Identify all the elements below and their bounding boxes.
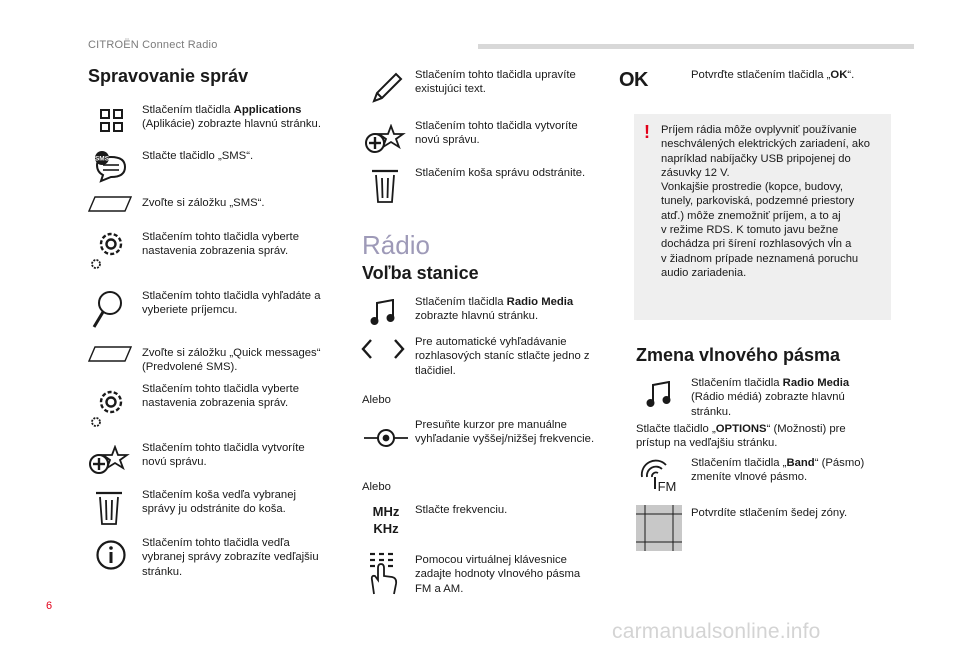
fm-label: FM [657,479,677,494]
keypad-icon [366,550,402,596]
ok-item-text: Potvrďte stlačením tlačidla „OK“. [691,69,855,81]
msg-item-info: Stlačením tohto tlačidla vedľa vybranej správy zobrazíte vedľajšiu stránku. [142,537,319,578]
frequency-icon [370,503,402,537]
add-favourite-icon [88,445,130,475]
trash-icon [95,490,123,526]
section-title-band: Zmena vlnového pásma [636,345,841,365]
info-icon [95,539,127,571]
search-icon [91,289,127,331]
music-note-icon [646,381,672,409]
band-item-band: Stlačením tlačidla „Band“ (Pásmo) zmeníte vlnové pásmo. [691,457,865,484]
section-title-messages: Spravovanie správ [88,66,249,86]
settings-gear-icon [89,384,129,428]
settings-gear-icon [89,226,129,270]
msg-item-new: Stlačením tohto tlačidla vytvoríte novú správu. [142,442,305,469]
radio-item-keypad: Pomocou virtuálnej klávesnice zadajte hodnoty vlnového pásma FM a AM. [415,554,581,595]
subsection-title-station: Voľba stanice [362,263,479,283]
warning-mark-icon: ! [644,122,650,142]
tab-icon [88,196,132,212]
ok-icon: OK [619,69,648,91]
radio-item-manual: Presuňte kurzor pre manuálne vyhľadanie vyššej/nižšej frekvencie. [415,419,595,446]
fm-band-icon [636,455,682,495]
header-divider [478,44,914,49]
add-favourite-icon [364,124,406,154]
frequency-label-mhz: MHz [372,504,400,519]
or-label-2: Alebo [362,481,391,493]
page-number: 6 [46,600,53,612]
msg-item-edit: Stlačením tohto tlačidla upravíte existujúci text. [415,69,576,96]
chevrons-icon [361,338,405,360]
sms-badge: SMS [94,155,110,163]
msg-item-sms-tab: Zvoľte si záložku „SMS“. [142,197,265,209]
grey-zone-icon [636,505,682,551]
warning-note-text: Príjem rádia môže ovplyvniť používanie neschválených elektrických zariadení, ako napríklad nabíjačky USB pripojenej do zásuvky 12 V. Vonkajšie prostredie (kopce, budovy, tunely, parkoviská, podzemné priestory atď.) môže znemožniť príjem, a to aj v režime RDS. K tomuto javu bežne dochádza pri šírení rozhlasových vĺn a v žiadnom prípade neznamená poruchu audio zariadenia. [661,124,870,279]
section-title-radio: Rádio [362,230,430,260]
radio-item-frequency: Stlačte frekvenciu. [415,504,508,516]
trash-icon [371,168,399,204]
music-note-icon [370,299,396,327]
running-header: CITROËN Connect Radio [88,39,218,51]
msg-item-settings-2: Stlačením tohto tlačidla vyberte nastavenia zobrazenia správ. [142,383,299,410]
radio-item-autoscan: Pre automatické vyhľadávanie rozhlasových staníc stlačte jedno z tlačidiel. [415,336,590,377]
sms-icon [89,151,131,185]
slider-cursor-icon [364,425,408,451]
or-label-1: Alebo [362,394,391,406]
watermark: carmanualsonline.info [612,620,821,643]
tab-icon [88,346,132,362]
radio-item-media: Stlačením tlačidla Radio Media zobrazte hlavnú stránku. [415,296,574,323]
msg-item-quick-tab: Zvoľte si záložku „Quick messages“ (Predvolené SMS). [142,347,321,374]
band-item-media: Stlačením tlačidla Radio Media (Rádio médiá) zobrazte hlavnú stránku. [691,377,850,418]
msg-item-search: Stlačením tohto tlačidla vyhľadáte a vyberiete príjemcu. [142,290,321,317]
band-item-options: Stlačte tlačidlo „OPTIONS“ (Možnosti) pre prístup na vedľajšiu stránku. [636,423,846,450]
frequency-label-khz: KHz [373,521,399,536]
msg-item-applications: Stlačením tlačidla Applications (Aplikácie) zobrazte hlavnú stránku. [142,104,321,131]
msg-item-trash-2: Stlačením koša správu odstránite. [415,167,586,179]
msg-item-sms: Stlačte tlačidlo „SMS“. [142,150,254,162]
pencil-icon [369,72,403,106]
msg-item-settings: Stlačením tohto tlačidla vyberte nastavenia zobrazenia správ. [142,231,299,258]
applications-grid-icon [99,108,125,134]
msg-item-new-2: Stlačením tohto tlačidla vytvoríte novú správu. [415,120,578,147]
band-item-grey-zone: Potvrdíte stlačením šedej zóny. [691,507,848,519]
msg-item-trash: Stlačením koša vedľa vybranej správy ju odstránite do koša. [142,489,296,516]
